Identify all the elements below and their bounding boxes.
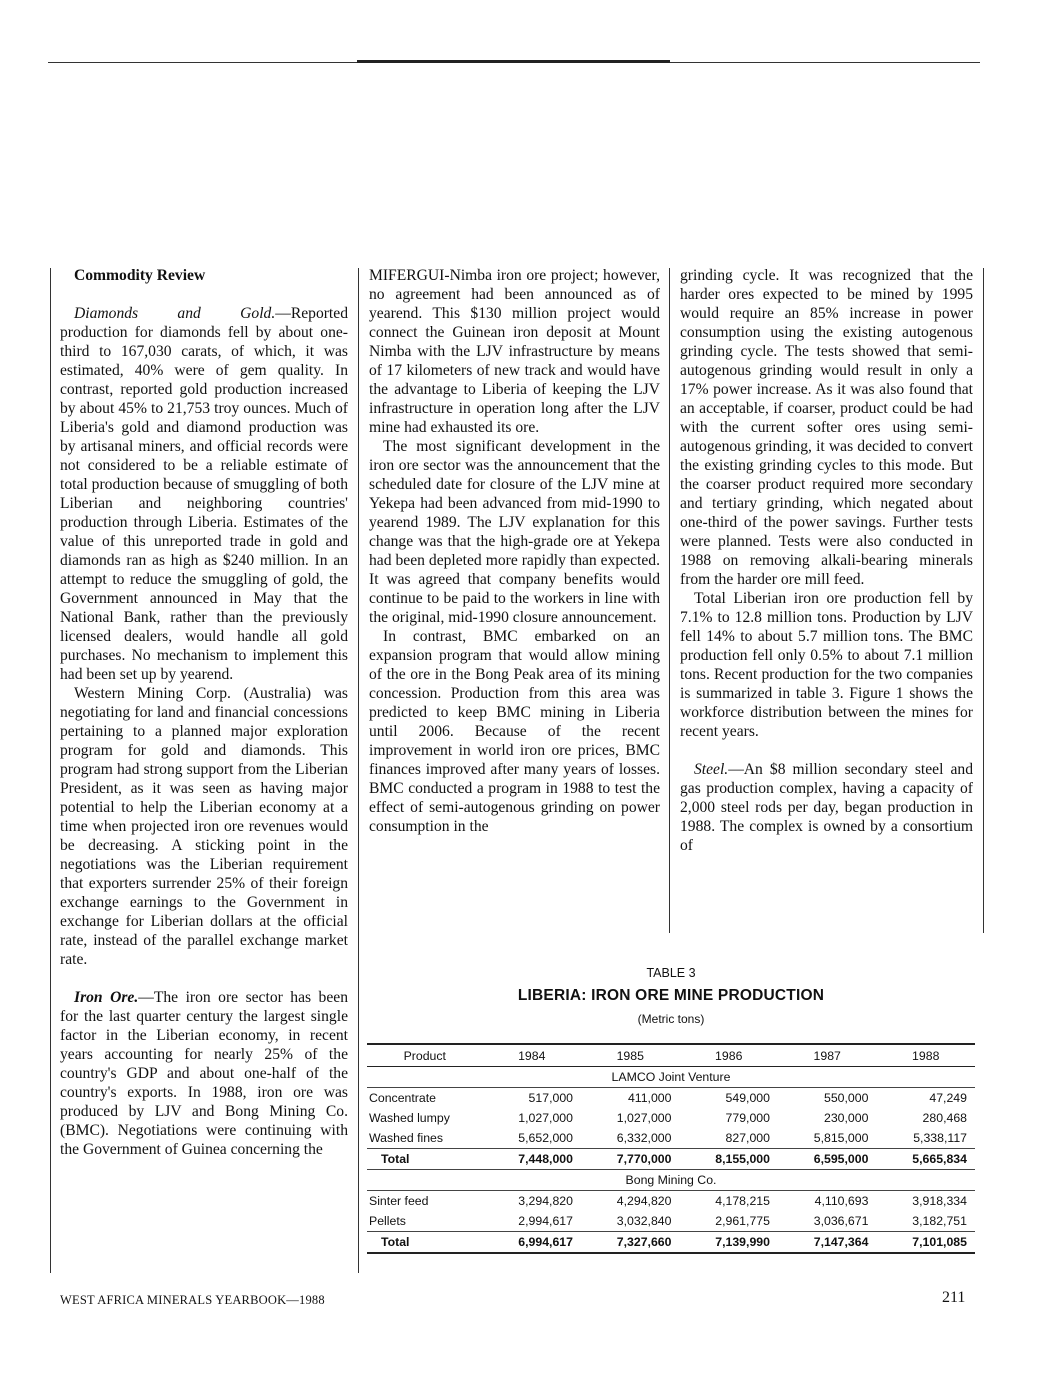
table-row xyxy=(367,1211,975,1232)
run-in-heading: Steel. xyxy=(694,761,729,778)
value-cell: 4,178,215 xyxy=(715,1194,770,1208)
total-value: 7,448,000 xyxy=(483,1149,581,1170)
group-header-row xyxy=(367,1170,975,1191)
total-value: 7,327,660 xyxy=(581,1232,679,1254)
text-column-1 xyxy=(60,266,348,1159)
value-cell: 517,000 xyxy=(528,1091,573,1105)
total-value: 7,147,364 xyxy=(778,1232,876,1254)
table-row xyxy=(367,1088,975,1109)
value-cell: 827,000 xyxy=(725,1131,770,1145)
product-cell: Washed fines xyxy=(369,1131,444,1145)
page-number: 211 xyxy=(942,1289,966,1306)
value-cell: 411,000 xyxy=(627,1091,672,1105)
paragraph: grinding cycle. It was recognized that the harder ores expected to be mined by 1995 would require an 85% increase in power consumption using the existing autogenous grinding cycle. The tests showed that semi-autogenous grinding would result in only a 17% power increase. As it was also found that an acceptable, if coarser, product could be had with the current softer ores using semi-autogenous grinding, it was decided to convert the existing grinding cycles to this mode. But the coarser product required more secondary and tertiary grinding, which negated about one-third of the power savings. Further tests were planned. Tests were also conducted in 1988 on removing alkali-bearing minerals from the harder ore mill feed. xyxy=(680,267,973,588)
value-cell: 3,182,751 xyxy=(912,1214,967,1228)
total-label: Total xyxy=(367,1232,483,1254)
value-cell: 3,294,820 xyxy=(518,1194,573,1208)
value-cell: 1,027,000 xyxy=(616,1111,672,1125)
column-rule-1 xyxy=(358,268,359,1273)
group-label: Bong Mining Co. xyxy=(367,1170,975,1191)
table-subtitle: (Metric tons) xyxy=(637,1012,705,1026)
group-header-row xyxy=(367,1067,975,1088)
paragraph: Diamonds and Gold.—Reported production for diamonds fell by about one-third to 167,030 carats, of which, it was estimated, 40% were of gem quality. In contrast, reported gold production increased by about 45% to 21,753 troy ounces. Much of Liberia's gold and diamond production was by artisanal miners, and official records were not considered to be a reliable estimate of total production because of smuggling of both Liberian and neighboring countries' production through Liberia. Estimates of the value of this unreported trade in gold and diamonds ran as high as $240 million. In an attempt to reduce the smuggling of gold, the Government announced in May that the National Bank, rather than the previously licensed dealers, would handle all gold purchases. No mechanism to implement this had been set up by yearend. xyxy=(60,305,348,683)
total-label: Total xyxy=(367,1149,483,1170)
total-value: 7,770,000 xyxy=(581,1149,679,1170)
footer-publication: WEST AFRICA MINERALS YEARBOOK—1988 xyxy=(60,1293,325,1307)
paragraph: The most significant development in the iron ore sector was the announcement that the scheduled date for closure of the LJV mine at Yekepa had been advanced from mid-1990 to yearend 1989. The LJV explanation for this change was that the high-grade ore at Yekepa had been depleted more rapidly than expected. It was agreed that company benefits would continue to be paid to the workers in line with the original, mid-1990 closure announcement. xyxy=(369,438,660,626)
total-row xyxy=(367,1149,975,1170)
value-cell: 280,468 xyxy=(922,1111,967,1125)
value-cell: 1,027,000 xyxy=(518,1111,573,1125)
text-column-2 xyxy=(369,266,660,836)
product-cell: Pellets xyxy=(369,1214,406,1228)
column-rule-2 xyxy=(669,268,670,933)
top-rule-accent xyxy=(357,60,670,63)
value-cell: 779,000 xyxy=(725,1111,770,1125)
value-cell: 5,652,000 xyxy=(518,1131,573,1145)
value-cell: 230,000 xyxy=(824,1111,869,1125)
paragraph: In contrast, BMC embarked on an expansion program that would allow mining of the ore in the Bong Peak area of its mining concession. Production from this area was predicted to keep BMC mining in Liberia until 2006. Because of the recent improvement in world iron ore prices, BMC finances improved after many years of losses. BMC conducted a program in 1988 to test the effect of semi-autogenous grinding on power consumption in the xyxy=(369,628,660,835)
table-row xyxy=(367,1128,975,1149)
value-cell: 3,036,671 xyxy=(813,1214,869,1228)
table-title: LIBERIA: IRON ORE MINE PRODUCTION xyxy=(517,987,825,1004)
value-cell: 2,994,617 xyxy=(518,1214,573,1228)
table-row xyxy=(367,1191,975,1212)
value-cell: 5,338,117 xyxy=(913,1131,967,1145)
paragraph: Iron Ore.—The iron ore sector has been for the last quarter century the largest single factor in the Liberian economy, in recent years accounting for nearly 25% of the country's GDP and about one-half of the country's exports. In 1988, iron ore was produced by LJV and Bong Mining Co. (BMC). Negotiations were continuing with the Government of Guinea concerning the xyxy=(60,989,348,1158)
column-rule-right xyxy=(983,268,984,933)
paragraph: MIFERGUI-Nimba iron ore project; however, no agreement had been announced as of yearend. This $130 million project would connect the Guinean iron deposit at Mount Nimba with the LJV infrastructure by means of 17 kilometers of new track and would have the advantage to Liberia of keeping the LJV infrastructure in operation long after the LJV mine had exhausted its ore. xyxy=(369,267,660,436)
value-cell: 3,032,840 xyxy=(616,1214,672,1228)
total-value: 6,595,000 xyxy=(778,1149,876,1170)
value-cell: 3,918,334 xyxy=(912,1194,967,1208)
value-cell: 550,000 xyxy=(824,1091,869,1105)
production-table xyxy=(367,1043,975,1254)
total-value: 7,139,990 xyxy=(679,1232,777,1254)
value-cell: 4,110,693 xyxy=(814,1194,869,1208)
total-value: 6,994,617 xyxy=(483,1232,581,1254)
value-cell: 6,332,000 xyxy=(616,1131,672,1145)
total-value: 8,155,000 xyxy=(679,1149,777,1170)
product-cell: Washed lumpy xyxy=(369,1111,450,1125)
column-header: 1988 xyxy=(876,1044,975,1067)
text-column-3 xyxy=(680,266,973,855)
product-cell: Concentrate xyxy=(369,1091,436,1105)
group-label: LAMCO Joint Venture xyxy=(367,1067,975,1088)
table-3 xyxy=(367,966,975,1254)
run-in-heading: Diamonds and Gold. xyxy=(74,305,276,322)
run-in-heading: Iron Ore. xyxy=(74,989,139,1006)
total-value: 5,665,834 xyxy=(876,1149,975,1170)
value-cell: 5,815,000 xyxy=(813,1131,869,1145)
table-row xyxy=(367,1108,975,1128)
paragraph: Total Liberian iron ore production fell by 7.1% to 12.8 million tons. Production by LJV fell 14% to about 5.7 million tons. The BMC production fell only 0.5% to about 7.1 million tons. Recent production for the two companies is summarized in table 3. Figure 1 shows the workforce distribution between the mines for recent years. xyxy=(680,590,973,740)
table-label: TABLE 3 xyxy=(646,966,696,980)
column-header: 1984 xyxy=(483,1044,581,1067)
paragraph-text: Reported production for diamonds fell by about one-third to 167,030 carats, of which, it was estimated, 40% were of gem quality. In contrast, reported gold production increased by about 45% to 21,753 troy ounces. Much of Liberia's gold and diamond production was by artisanal miners, and official records were not considered to be a reliable estimate of total production because of smuggling of both Liberian and neighboring countries' production through Liberia. Estimates of the value of this unreported trade in gold and diamonds ran as high as $240 million. In an attempt to reduce the smuggling of gold, the Government announced in May that the National Bank, rather than the previously licensed dealers, would handle all gold purchases. No mechanism to implement this had been set up by yearend. xyxy=(60,305,348,683)
paragraph-text: The iron ore sector has been for the last quarter century the largest single factor in the Liberian economy, in recent years accounting for nearly 25% of the country's GDP and about one-half of the country's exports. In 1988, iron ore was produced by LJV and Bong Mining Co. (BMC). Negotiations were continuing with the Government of Guinea concerning the xyxy=(60,989,348,1158)
column-header: 1987 xyxy=(778,1044,876,1067)
value-cell: 2,961,775 xyxy=(715,1214,770,1228)
column-rule-left xyxy=(50,268,51,1273)
total-value: 7,101,085 xyxy=(876,1232,975,1254)
total-row xyxy=(367,1232,975,1254)
column-header: 1986 xyxy=(679,1044,777,1067)
column-header: 1985 xyxy=(581,1044,679,1067)
value-cell: 549,000 xyxy=(725,1091,770,1105)
paragraph: Western Mining Corp. (Australia) was negotiating for land and financial concessions pertaining to a planned major exploration program for gold and diamonds. This program had strong support from the Liberian President, as it was seen as having major potential to help the Liberian economy at a time when projected iron ore revenues would be decreasing. A sticking point in the negotiations was the Liberian requirement that exporters surrender 25% of their foreign exchange earnings to the Government in exchange for Liberian dollars at the official rate, instead of the parallel exchange market rate. xyxy=(60,685,348,968)
paragraph-text: An $8 million secondary steel and gas production complex, having a capacity of 2,000 steel rods per day, began production in 1988. The complex is owned by a consortium of xyxy=(680,761,973,854)
table-header-row xyxy=(367,1044,975,1067)
value-cell: 4,294,820 xyxy=(616,1194,672,1208)
product-cell: Sinter feed xyxy=(369,1194,429,1208)
paragraph: Steel.—An $8 million secondary steel and gas production complex, having a capacity of 2,000 steel rods per day, began production in 1988. The complex is owned by a consortium of xyxy=(680,761,973,854)
column-header: Product xyxy=(367,1044,483,1067)
section-heading: Commodity Review xyxy=(74,267,206,284)
value-cell: 47,249 xyxy=(929,1091,967,1105)
